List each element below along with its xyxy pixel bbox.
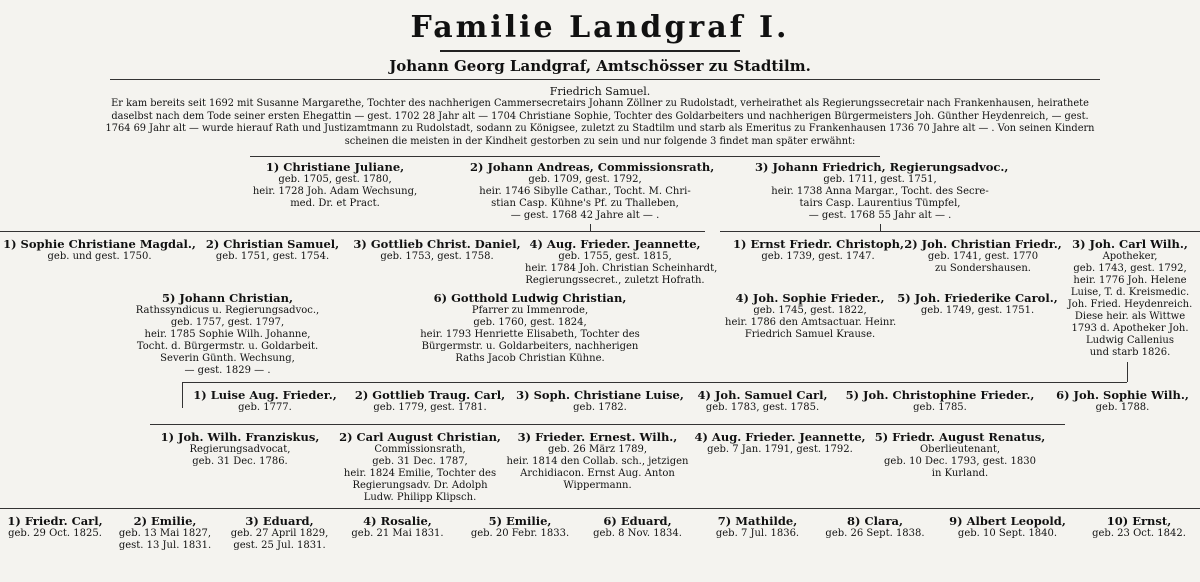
- person-name: 2) Christian Samuel,: [205, 237, 340, 251]
- person-line: geb. 10 Sept. 1840.: [957, 528, 1058, 539]
- person-line: Ludwig Callenius: [1086, 335, 1174, 346]
- person-line: Raths Jacob Christian Kühne.: [455, 353, 605, 364]
- person-line: Severin Günth. Wechsung,: [160, 353, 295, 364]
- connector-tick: [880, 224, 881, 232]
- person-name: 1) Luise Aug. Frieder.,: [193, 388, 337, 402]
- connector-bracket: [1127, 362, 1128, 382]
- person-name: 1) Joh. Wilh. Franziskus,: [160, 430, 320, 444]
- person-line: geb. 1743, gest. 1792,: [1073, 263, 1187, 274]
- connector-gen5: [0, 508, 1200, 509]
- person-gen4a-4: [685, 388, 840, 414]
- connector-gen3-right: [720, 231, 1200, 232]
- person-name: 2) Johann Andreas, Commissionsrath,: [470, 160, 715, 174]
- person-line: geb. 1709, gest. 1792,: [528, 174, 642, 185]
- person-line: Wippermann.: [563, 480, 632, 491]
- person-name: 6) Gotthold Ludwig Christian,: [433, 291, 627, 305]
- person-name: 3) Frieder. Ernest. Wilh.,: [517, 430, 678, 444]
- person-line: geb. 1755, gest. 1815,: [558, 251, 672, 262]
- person-line: geb. 1751, gest. 1754.: [215, 251, 330, 262]
- person-gen4b-3: [505, 430, 690, 492]
- person-gen3-4: [525, 237, 718, 287]
- person-line: heir. 1785 Sophie Wilh. Johanne,: [144, 329, 311, 340]
- progenitor-bio: [100, 86, 1100, 148]
- person-line: geb. 7 Jan. 1791, gest. 1792.: [707, 444, 853, 455]
- person-line: und starb 1826.: [1089, 347, 1171, 358]
- person-line: in Kurland.: [931, 468, 989, 479]
- person-name: 6) Eduard,: [603, 514, 672, 528]
- person-line: heir. 1738 Anna Margar., Tocht. des Secre-: [771, 186, 989, 197]
- person-gen4a-1: [185, 388, 345, 414]
- person-line: geb. und gest. 1750.: [47, 251, 152, 262]
- person-line: Regierungsadv. Dr. Adolph: [352, 480, 488, 491]
- person-line: Archidiacon. Ernst Aug. Anton: [520, 468, 675, 479]
- person-gen3-9: [1062, 237, 1198, 359]
- person-gen3-3: [348, 237, 526, 263]
- person-gen5-2: [110, 514, 220, 552]
- person-line: Apotheker,: [1102, 251, 1158, 262]
- progenitor-name: Friedrich Samuel.: [549, 85, 651, 98]
- person-gen2-3: [755, 160, 1009, 222]
- person-name: 4) Joh. Samuel Carl,: [697, 388, 828, 402]
- person-line: Ludw. Philipp Klipsch.: [363, 492, 477, 503]
- person-gen3-11: [895, 291, 1060, 317]
- person-line: Bürgermstr. u. Goldarbeiters, nachherigen: [421, 341, 639, 352]
- person-line: — gest. 1768 55 Jahr alt — .: [808, 210, 952, 221]
- person-line: geb. 1745, gest. 1822,: [753, 305, 867, 316]
- person-name: 5) Joh. Christophine Frieder.,: [845, 388, 1035, 402]
- person-name: 2) Gottlieb Traug. Carl,: [354, 388, 506, 402]
- person-line: geb. 1753, gest. 1758.: [380, 251, 494, 262]
- bio-line: Er kam bereits seit 1692 mit Susanne Margarethe, Tochter des nachherigen Cammersecretairs Johann Zöllner zu Rudolstadt, verheirathet als Regierungssecretair nach Frankenhausen, heirathete daselbst: [111, 98, 1089, 122]
- person-line: Joh. Fried. Heydenreich.: [1067, 299, 1193, 310]
- person-line: geb. 20 Febr. 1833.: [470, 528, 570, 539]
- person-line: heir. 1793 Henriette Elisabeth, Tochter des: [420, 329, 640, 340]
- person-line: geb. 1739, gest. 1747.: [761, 251, 875, 262]
- person-line: geb. 1711, gest. 1751,: [823, 174, 937, 185]
- person-line: Regierungsadvocat,: [189, 444, 291, 455]
- person-gen5-6: [580, 514, 695, 540]
- divider-top: [110, 79, 1100, 80]
- person-line: — gest. 1768 42 Jahre alt — .: [510, 210, 660, 221]
- person-line: geb. 1782.: [573, 402, 627, 413]
- person-name: 7) Mathilde,: [717, 514, 798, 528]
- connector-bracket: [182, 382, 183, 408]
- person-name: 4) Joh. Sophie Frieder.,: [735, 291, 885, 305]
- person-line: geb. 1749, gest. 1751.: [920, 305, 1035, 316]
- person-line: heir. 1814 den Collab. sch., jetzigen: [506, 456, 689, 467]
- person-name: 8) Clara,: [847, 514, 903, 528]
- person-name: 3) Johann Friedrich, Regierungsadvoc.,: [755, 160, 1009, 174]
- person-line: geb. 7 Jul. 1836.: [715, 528, 800, 539]
- bio-line: 69 Jahr alt — wurde hierauf Rath und Justizamtmann zu Rudolstadt, sodann zu Königsee, zuletzt zu Stadtilm und starb als Emeritus zu Frankenhausen 1736 70 Jahre alt — .: [133, 123, 995, 135]
- person-gen3-2: [200, 237, 345, 263]
- person-line: geb. 1777.: [238, 402, 292, 413]
- person-line: geb. 1741, gest. 1770: [927, 251, 1039, 262]
- person-name: 1) Sophie Christiane Magdal.,: [3, 237, 196, 251]
- person-name: 1) Friedr. Carl,: [7, 514, 103, 528]
- person-name: 10) Ernst,: [1106, 514, 1172, 528]
- person-gen5-5: [460, 514, 580, 540]
- person-line: geb. 1760, gest. 1824,: [473, 317, 587, 328]
- person-name: 5) Emilie,: [488, 514, 552, 528]
- person-gen3-7: [733, 237, 903, 263]
- person-name: 3) Soph. Christiane Luise,: [516, 388, 684, 402]
- person-gen4b-2: [335, 430, 505, 504]
- person-gen5-10: [1080, 514, 1198, 540]
- person-line: geb. 26 Sept. 1838.: [825, 528, 925, 539]
- person-gen2-2: [470, 160, 715, 222]
- person-name: 2) Carl August Christian,: [339, 430, 501, 444]
- person-line: Oberlieutenant,: [919, 444, 1001, 455]
- person-name: 5) Johann Christian,: [161, 291, 293, 305]
- person-line: Commissionsrath,: [374, 444, 466, 455]
- person-name: 6) Joh. Sophie Wilh.,: [1056, 388, 1189, 402]
- person-gen5-9: [935, 514, 1080, 540]
- person-line: geb. 1757, gest. 1797,: [170, 317, 285, 328]
- person-line: tairs Casp. Laurentius Tümpfel,: [799, 198, 961, 209]
- person-line: geb. 1705, gest. 1780,: [278, 174, 392, 185]
- person-gen5-8: [815, 514, 935, 540]
- person-gen2-1: [240, 160, 430, 210]
- person-name: 3) Eduard,: [245, 514, 314, 528]
- person-name: 5) Joh. Friederike Carol.,: [897, 291, 1058, 305]
- person-line: geb. 1785.: [913, 402, 967, 413]
- person-name: 5) Friedr. August Renatus,: [874, 430, 1046, 444]
- person-gen3-8: [903, 237, 1063, 275]
- person-name: 1) Christiane Juliane,: [265, 160, 405, 174]
- person-name: 3) Gottlieb Christ. Daniel,: [353, 237, 521, 251]
- connector-gen4b: [150, 424, 1065, 425]
- page-title: Familie Landgraf I.: [410, 10, 790, 45]
- person-line: Rathssyndicus u. Regierungsadvoc.,: [135, 305, 320, 316]
- connector-gen2: [250, 156, 880, 157]
- person-line: — gest. 1829 — .: [184, 365, 271, 376]
- person-line: geb. 8 Nov. 1834.: [593, 528, 682, 539]
- person-line: Friedrich Samuel Krause.: [744, 329, 876, 340]
- person-line: geb. 10 Dec. 1793, gest. 1830: [884, 456, 1036, 467]
- person-line: heir. 1776 Joh. Helene: [1073, 275, 1187, 286]
- person-name: 2) Emilie,: [133, 514, 197, 528]
- person-name: 2) Joh. Christian Friedr.,: [904, 237, 1062, 251]
- person-gen4b-4: [690, 430, 870, 456]
- person-line: stian Casp. Kühne's Pf. zu Thalleben,: [491, 198, 679, 209]
- person-line: gest. 13 Jul. 1831.: [118, 540, 212, 551]
- person-gen5-1: [0, 514, 110, 540]
- connector-tick: [590, 224, 591, 232]
- person-gen3-10: [725, 291, 895, 341]
- bio-line: nach dem Tode seiner ersten Ehegattin — gest. 1702 28 Jahr alt — 1704 Christiane Sophie, Tochter des Goldarbeiters und nachherigen Bürgermeisters Joh. Günther Heydenreich, — gest. 1764: [105, 110, 1089, 135]
- person-line: geb. 31 Dec. 1787,: [372, 456, 468, 467]
- person-line: geb. 13 Mai 1827,: [118, 528, 212, 539]
- person-line: Tocht. d. Bürgermstr. u. Goldarbeit.: [136, 341, 319, 352]
- person-gen4a-2: [345, 388, 515, 414]
- person-gen5-4: [340, 514, 455, 540]
- person-gen4b-5: [870, 430, 1050, 480]
- person-gen4b-1: [145, 430, 335, 468]
- connector-gen4a: [182, 382, 1127, 383]
- person-line: geb. 1788.: [1095, 402, 1150, 413]
- person-name: 4) Aug. Frieder. Jeannette,: [529, 237, 701, 251]
- person-line: heir. 1746 Sibylle Cathar., Tocht. M. Chri-: [479, 186, 691, 197]
- person-line: gest. 25 Jul. 1831.: [233, 540, 326, 551]
- person-name: 9) Albert Leopold,: [949, 514, 1066, 528]
- bio-line: Von seinen Kindern scheinen die meisten in der Kindheit gestorben zu sein und nur folgende 3 findet man später erwähnt:: [344, 123, 1095, 147]
- person-line: Regierungssecret., zuletzt Hofrath.: [525, 275, 705, 286]
- person-line: Luise, T. d. Kreismedic.: [1070, 287, 1190, 298]
- person-gen5-3: [222, 514, 337, 552]
- person-gen3-1: [2, 237, 197, 263]
- person-line: heir. 1728 Joh. Adam Wechsung,: [252, 186, 418, 197]
- person-line: heir. 1786 den Amtsactuar. Heinr.: [725, 317, 897, 328]
- person-line: geb. 31 Dec. 1786.: [192, 456, 288, 467]
- person-name: 4) Aug. Frieder. Jeannette,: [694, 430, 866, 444]
- person-gen3-5: [125, 291, 330, 377]
- person-gen5-7: [700, 514, 815, 540]
- person-line: heir. 1824 Emilie, Tochter des: [343, 468, 497, 479]
- page-subtitle: Johann Georg Landgraf, Amtschösser zu Stadtilm.: [389, 57, 811, 75]
- person-line: geb. 26 März 1789,: [547, 444, 648, 455]
- person-line: 1793 d. Apotheker Joh.: [1071, 323, 1189, 334]
- person-line: heir. 1784 Joh. Christian Scheinhardt,: [525, 263, 718, 274]
- person-line: Pfarrer zu Immenrode,: [471, 305, 589, 316]
- person-gen3-6: [400, 291, 660, 365]
- person-line: Diese heir. als Wittwe: [1074, 311, 1186, 322]
- person-line: geb. 29 Oct. 1825.: [8, 528, 102, 539]
- person-line: zu Sondershausen.: [935, 263, 1031, 274]
- person-line: geb. 1779, gest. 1781.: [373, 402, 487, 413]
- title-rule: [440, 50, 740, 52]
- person-gen4a-6: [1045, 388, 1200, 414]
- person-line: geb. 21 Mai 1831.: [351, 528, 444, 539]
- connector-gen3-left: [0, 231, 705, 232]
- person-name: 3) Joh. Carl Wilh.,: [1072, 237, 1188, 251]
- person-line: geb. 23 Oct. 1842.: [1092, 528, 1186, 539]
- person-line: geb. 27 April 1829,: [230, 528, 329, 539]
- person-name: 1) Ernst Friedr. Christoph,: [733, 237, 904, 251]
- person-line: med. Dr. et Pract.: [290, 198, 380, 209]
- person-name: 4) Rosalie,: [363, 514, 432, 528]
- person-gen4a-5: [840, 388, 1040, 414]
- person-line: geb. 1783, gest. 1785.: [705, 402, 820, 413]
- person-gen4a-3: [515, 388, 685, 414]
